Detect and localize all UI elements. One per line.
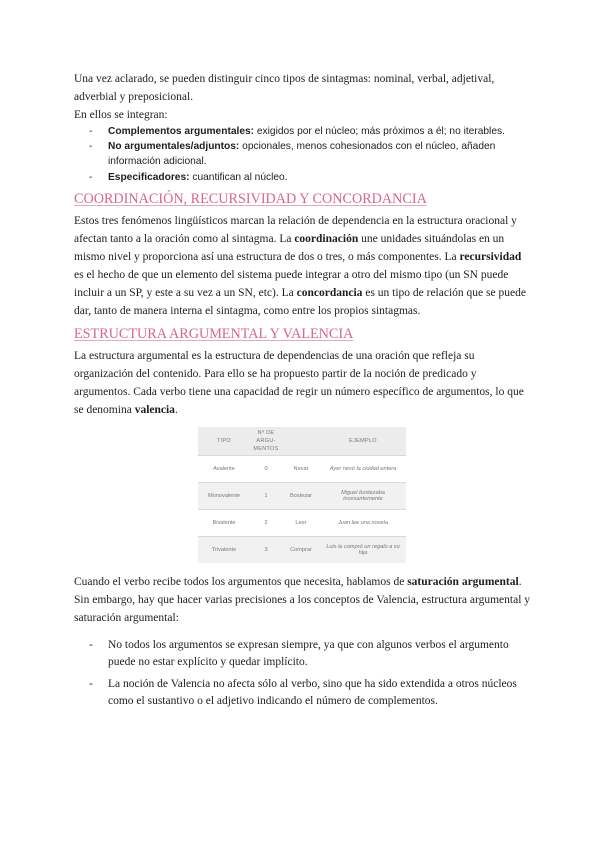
list-item-term: Especificadores: <box>108 171 190 183</box>
sintagma-components-list <box>74 124 530 185</box>
list-item-text: exigidos por el núcleo; más próximos a él; no iterables. <box>254 126 505 137</box>
table-row <box>198 455 406 482</box>
list-item-text: opcionales, menos cohesionados con el núcleo, añaden información adicional. <box>108 141 496 168</box>
cell-tipo: Monovalente <box>198 482 250 509</box>
cell-num: 0 <box>250 455 282 482</box>
section-heading-estructura: ESTRUCTURA ARGUMENTAL Y VALENCIA <box>74 325 354 342</box>
cell-verbo: Leer <box>282 509 320 536</box>
table-row <box>198 509 406 536</box>
term-concordancia: concordancia <box>296 286 363 299</box>
list-item-term: No argumentales/adjuntos: <box>108 141 240 153</box>
cell-ejemplo: Juan lee una novela <box>320 509 406 536</box>
text-run: La estructura argumental es la estructura de dependencias de una oración que refleja su organización del contenido. Para ello se ha propuesto partir de la noción de predicado y argumentos. Cada verbo tiene una capacidad de regir un número específico de argumentos, lo que se denomina <box>74 349 524 416</box>
list-item: - No todos los argumentos se expresan siempre, ya que con algunos verbos el argumento puede no estar explícito y quedar implícito. <box>74 637 530 672</box>
saturacion-paragraph <box>74 573 530 627</box>
cell-num: 1 <box>250 482 282 509</box>
term-recursividad: recursividad <box>459 250 522 263</box>
text-run: une unidades situándolas en un mismo nivel y proporciona así una estructura de dos o tres, o más componentes. La <box>74 232 505 263</box>
list-item <box>74 124 530 139</box>
cell-num: 2 <box>250 509 282 536</box>
list-item <box>74 139 530 169</box>
text-run: Estos tres fenómenos lingüísticos marcan la relación de dependencia en la estructura oracional y afectan tanto a la oración como al sintagma. La <box>74 214 517 245</box>
list-item-term: Complementos argumentales: <box>108 126 255 137</box>
list-item <box>74 170 530 185</box>
header-ejemplo: EJEMPLO <box>320 427 406 456</box>
cell-tipo: Avalente <box>198 455 250 482</box>
table-header-row <box>198 427 406 456</box>
cell-verbo: Comprar <box>282 536 320 563</box>
list-item: - La noción de Valencia no afecta sólo al verbo, sino que ha sido extendida a otros núcleos como el sustantivo o el adjetivo indicando el número de complementos. <box>74 676 530 711</box>
document-page <box>74 70 530 714</box>
term-coordinacion: coordinación <box>294 232 359 245</box>
intro-paragraph: Una vez aclarado, se pueden distinguir cinco tipos de sintagmas: nominal, verbal, adjetival, adverbial y preposicional. <box>74 73 495 103</box>
table-row <box>198 482 406 509</box>
text-run: es el hecho de que un elemento del sistema puede integrar a otro del mismo tipo (un SN puede incluir a un SP, y este a su vez a un SN, etc). La <box>74 268 509 299</box>
valencia-table <box>198 427 406 563</box>
cell-tipo: Bivalente <box>198 509 250 536</box>
list-item-text: cuantifican al núcleo. <box>189 171 288 183</box>
term-valencia: valencia <box>134 403 175 416</box>
text-run: Cuando el verbo recibe todos los argumentos que necesita, hablamos de <box>74 575 408 588</box>
cell-num: 3 <box>250 536 282 563</box>
section-heading-coordinacion: COORDINACIÓN, RECURSIVIDAD Y CONCORDANCIA <box>74 190 427 207</box>
valencia-table-wrap <box>198 427 406 563</box>
intro-lead: En ellos se integran: <box>74 109 168 121</box>
header-num-argumentos: Nº DE ARGU-MENTOS <box>250 427 282 456</box>
cell-verbo: Bostezar <box>282 482 320 509</box>
coordinacion-paragraph <box>74 212 530 320</box>
precisiones-list <box>74 637 530 711</box>
cell-verbo: Nevar <box>282 455 320 482</box>
header-verbo <box>282 427 320 456</box>
text-run: . <box>174 403 178 416</box>
cell-ejemplo: Miguel bostezaba incesantemente <box>320 482 406 509</box>
text-run: es un tipo de relación que se puede dar, tanto de manera interna el sintagma, como entre los propios sintagmas. <box>74 286 526 317</box>
cell-ejemplo: Luis le compró un regalo a su hija <box>320 536 406 563</box>
table-row <box>198 536 406 563</box>
header-tipo: TIPO <box>198 427 250 456</box>
cell-ejemplo: Ayer nevó la ciudad entera <box>320 455 406 482</box>
cell-tipo: Trivalente <box>198 536 250 563</box>
estructura-paragraph <box>74 347 530 419</box>
text-run: . Sin embargo, hay que hacer varias precisiones a los conceptos de Valencia, estructura argumental y saturación argumental: <box>74 575 531 624</box>
term-saturacion: saturación argumental <box>407 575 519 588</box>
